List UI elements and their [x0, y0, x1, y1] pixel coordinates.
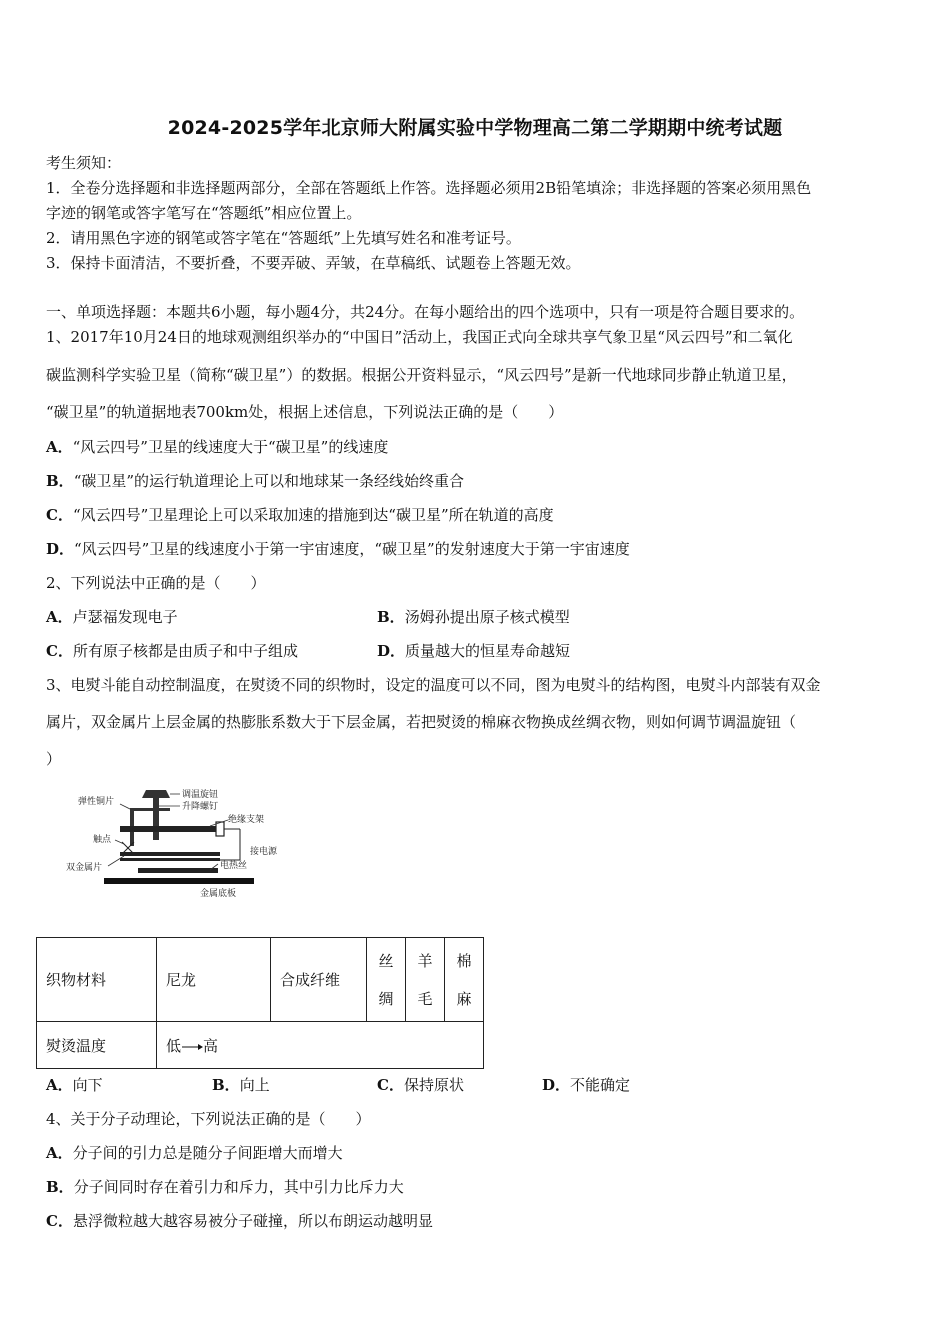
label-knob: 调温旋钮: [182, 790, 219, 800]
notice-item-1b: 字迹的钢笔或答字笔写在“答题纸”相应位置上。: [46, 204, 362, 222]
notice-item-2: 2．请用黑色字迹的钢笔或答字笔在“答题纸”上先填写姓名和准考证号。: [46, 229, 521, 247]
q3-stem-1: 3、电熨斗能自动控制温度，在熨烫不同的织物时，设定的温度可以不同，图为电熨斗的结构图，电熨斗内部装有双金: [46, 676, 821, 694]
table-header-material: 织物材料: [37, 938, 157, 1022]
q2-option-d: D．质量越大的恒星寿命越短: [377, 642, 571, 660]
base-shape: [104, 878, 254, 884]
q4-option-c: C．悬浮微粒越大越容易被分子碰撞，所以布朗运动越明显: [46, 1212, 433, 1230]
label-wire: 电热丝: [220, 861, 248, 871]
q1-option-b: B．“碳卫星”的运行轨道理论上可以和地球某一条经线始终重合: [46, 472, 465, 490]
page-title: 2024-2025学年北京师大附属实验中学物理高二第二学期期中统考试题: [167, 117, 783, 139]
iron-structure-diagram: [60, 782, 300, 904]
label-power: 接电源: [250, 847, 278, 857]
label-support: 绝缘支架: [228, 815, 265, 825]
q2-stem: 2、下列说法中正确的是（ ）: [46, 574, 266, 592]
table-cell-silk: 丝 绸: [367, 938, 406, 1022]
q1-stem-3: “碳卫星”的轨道据地表700km处，根据上述信息，下列说法正确的是（ ）: [46, 403, 564, 421]
q1-option-a: A．“风云四号”卫星的线速度大于“碳卫星”的线速度: [46, 438, 389, 456]
table-cell-synthetic: 合成纤维: [271, 938, 367, 1022]
q1-stem-1: 1、2017年10月24日的地球观测组织举办的“中国日”活动上，我国正式向全球共享气象卫星“风云四号”和二氧化: [46, 328, 793, 346]
q3-stem-3: ）: [46, 750, 62, 768]
q1-option-c: C．“风云四号”卫星理论上可以采取加速的措施到达“碳卫星”所在轨道的高度: [46, 506, 554, 524]
q3-option-b: B．向上: [212, 1076, 270, 1094]
q4-option-a: A．分子间的引力总是随分子间距增大而增大: [46, 1144, 343, 1162]
q4-option-b: B．分子间同时存在着引力和斥力，其中引力比斥力大: [46, 1178, 404, 1196]
table-cell-wool: 羊 毛: [406, 938, 445, 1022]
notice-heading: 考生须知：: [46, 154, 122, 172]
q3-stem-2: 属片，双金属片上层金属的热膨胀系数大于下层金属，若把熨烫的棉麻衣物换成丝绸衣物，则如何调节调温旋钮（: [46, 713, 797, 731]
notice-item-1a: 1．全卷分选择题和非选择题两部分，全部在答题纸上作答。选择题必须用2B铅笔填涂；非选择题的答案必须用黑色: [46, 179, 812, 197]
knob-shape: [142, 790, 170, 798]
screw-shape: [153, 798, 159, 840]
q1-stem-2: 碳监测科学实验卫星（简称“碳卫星”）的数据。根据公开资料显示，“风云四号”是新一代地球同步静止轨道卫星，: [46, 366, 797, 384]
q4-stem: 4、关于分子动理论，下列说法正确的是（ ）: [46, 1110, 371, 1128]
table-cell-temperature-scale: 低 高: [157, 1022, 484, 1069]
table-cell-cotton: 棉 麻: [445, 938, 484, 1022]
bimetal-shape: [120, 852, 220, 856]
table-header-temperature: 熨烫温度: [37, 1022, 157, 1069]
label-bimetal: 双金属片: [66, 863, 103, 873]
q3-option-a: A．向下: [46, 1076, 103, 1094]
heating-wire-shape: [138, 868, 218, 873]
support-shape: [120, 826, 216, 832]
section-heading: 一、单项选择题：本题共6小题，每小题4分，共24分。在每小题给出的四个选项中，只有一项是符合题目要求的。: [46, 303, 805, 321]
q2-option-a: A．卢瑟福发现电子: [46, 608, 178, 626]
label-contact: 触点: [93, 835, 112, 845]
label-screw: 升降螺钉: [182, 802, 219, 812]
q3-option-c: C．保持原状: [377, 1076, 464, 1094]
q2-option-b: B．汤姆孙提出原子核式模型: [377, 608, 570, 626]
q2-option-c: C．所有原子核都是由质子和中子组成: [46, 642, 298, 660]
arrow-right-icon: [181, 1042, 203, 1052]
label-base: 金属底板: [200, 889, 237, 899]
label-spring: 弹性铜片: [78, 797, 115, 807]
table-cell-nylon: 尼龙: [157, 938, 271, 1022]
q1-option-d: D．“风云四号”卫星的线速度小于第一宇宙速度，“碳卫星”的发射速度大于第一宇宙速度: [46, 540, 630, 558]
q3-option-d: D．不能确定: [542, 1076, 631, 1094]
notice-item-3: 3．保持卡面清洁，不要折叠，不要弄破、弄皱，在草稿纸、试题卷上答题无效。: [46, 254, 581, 272]
fabric-temperature-table: [36, 937, 484, 1069]
